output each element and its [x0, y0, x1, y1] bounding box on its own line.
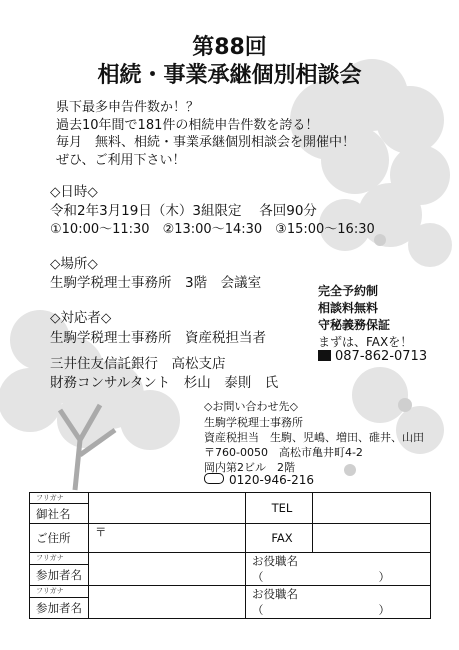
address-input[interactable]: 〒 [89, 524, 246, 553]
intro-line: 県下最多申告件数か！？ [56, 100, 200, 115]
application-form [29, 492, 431, 619]
attendee-input[interactable] [89, 586, 246, 619]
intro-line: 毎月 無料、相続・事業承継個別相談会を開催中！ [56, 135, 356, 150]
intro-line: 過去10年間で181件の相続申告件数を誇る！ [56, 118, 319, 133]
furigana-label: フリガナ [30, 553, 89, 565]
attendee-label: 参加者名 [30, 597, 89, 618]
attendee-label: 参加者名 [30, 564, 89, 585]
contact-heading: ◇お問い合わせ先◇ [204, 400, 298, 413]
title-line2: 相続・事業承継個別相談会 [97, 63, 362, 88]
company-label: 御社名 [30, 504, 89, 524]
staff-line: 三井住友信託銀行 高松支店 [50, 356, 226, 372]
phone-line [204, 473, 314, 487]
tel-label: TEL [246, 493, 313, 524]
intro-line: ぜひ、ご利用下さい！ [56, 153, 186, 168]
side-note: 完全予約制 [318, 284, 379, 298]
staff-line: 財務コンサルタント 杉山 泰則 氏 [50, 375, 279, 391]
contact-line: 岡内第2ビル 2階 [204, 461, 295, 474]
contact-line: 生駒学税理士事務所 [204, 416, 303, 429]
title-line1: 第88回 [192, 35, 267, 60]
place-heading: ◇場所◇ [50, 256, 98, 272]
position-field[interactable]: お役職名（ ） [246, 553, 431, 586]
contact-line: 資産税担当 生駒、児嶋、増田、碓井、山田 [204, 431, 424, 444]
fax-icon [318, 350, 331, 361]
fax-input[interactable] [313, 524, 431, 553]
furigana-label: フリガナ [30, 586, 89, 598]
place-line: 生駒学税理士事務所 3階 会議室 [50, 275, 262, 291]
phone-number: 0120-946-216 [229, 473, 315, 487]
staff-heading: ◇対応者◇ [50, 310, 112, 326]
address-label: ご住所 [30, 524, 89, 553]
position-field[interactable]: お役職名（ ） [246, 586, 431, 619]
side-note: 守秘義務保証 [318, 318, 391, 332]
time-slots: ①10:00～11:30 ②13:00～14:30 ③15:00～16:30 [50, 222, 375, 237]
date-heading: ◇日時◇ [50, 184, 98, 200]
date-line: 令和2年3月19日（木）3組限定 各回90分 [50, 203, 317, 219]
fax-number-line [318, 349, 427, 364]
contact-line: 〒760-0050 高松市亀井町4-2 [204, 446, 363, 459]
freedial-icon [204, 473, 224, 484]
side-note: 相談料無料 [318, 301, 379, 315]
attendee-input[interactable] [89, 553, 246, 586]
staff-line: 生駒学税理士事務所 資産税担当者 [50, 330, 266, 346]
furigana-label: フリガナ [30, 493, 89, 504]
company-input[interactable] [89, 493, 246, 524]
tel-input[interactable] [313, 493, 431, 524]
fax-label: FAX [246, 524, 313, 553]
side-note: まずは、FAXを！ [318, 335, 413, 349]
fax-number: 087-862-0713 [335, 349, 428, 364]
